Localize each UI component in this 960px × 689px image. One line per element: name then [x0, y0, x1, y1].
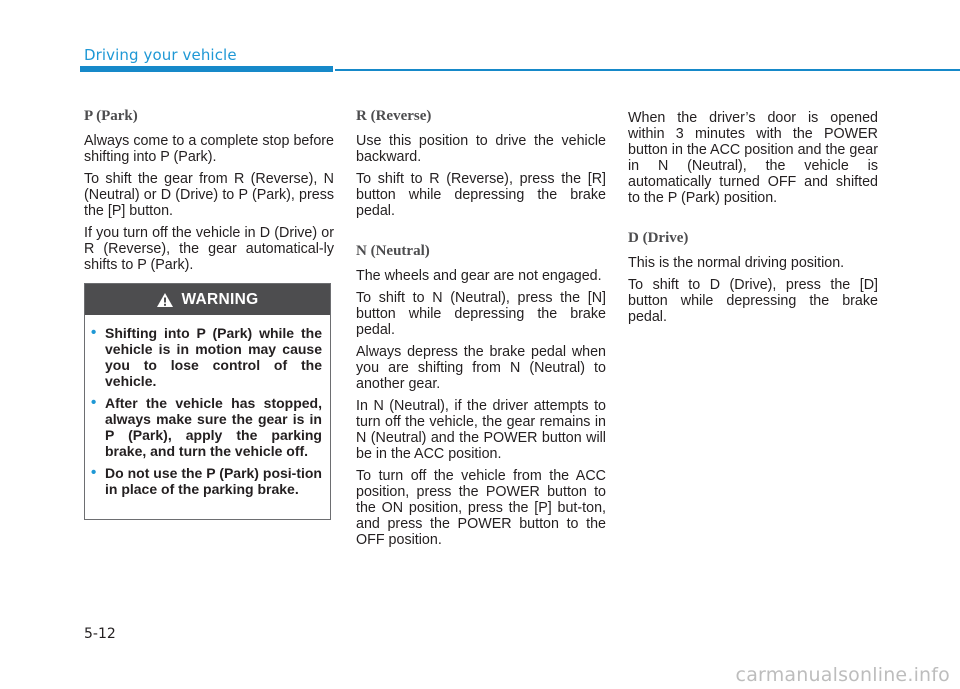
bullet-icon: •: [91, 324, 97, 341]
drive-paragraph: To shift to D (Drive), press the [D] button while depressing the brake pedal.: [628, 277, 878, 325]
reverse-paragraph: To shift to R (Reverse), press the [R] button while depressing the brake pedal.: [356, 171, 606, 219]
park-paragraph: Always come to a complete stop before shifting into P (Park).: [84, 133, 334, 165]
park-paragraph: If you turn off the vehicle in D (Drive) or R (Reverse), the gear automatical-ly shifts to P (Park).: [84, 225, 334, 273]
drive-heading: D (Drive): [628, 230, 689, 246]
page-number: 5-12: [84, 626, 116, 642]
warning-item-text: Shifting into P (Park) while the vehicle is in motion may cause you to lose control of the vehicle.: [105, 325, 322, 389]
neutral-paragraph: Always depress the brake pedal when you are shifting from N (Neutral) to another gear.: [356, 344, 606, 392]
warning-item-text: After the vehicle has stopped, always make sure the gear is in P (Park), apply the parking brake, and turn the vehicle off.: [105, 395, 322, 459]
neutral-heading: N (Neutral): [356, 243, 430, 259]
column-3: [628, 110, 878, 331]
column-2: [356, 108, 606, 554]
drive-paragraph: This is the normal driving position.: [628, 255, 845, 271]
header-rule-thin: [335, 69, 960, 71]
neutral-paragraph: The wheels and gear are not engaged.: [356, 268, 602, 284]
warning-triangle-icon: [156, 292, 174, 308]
neutral-paragraph: In N (Neutral), if the driver attempts to turn off the vehicle, the gear remains in N (Neutral) and the POWER button will be in the ACC position.: [356, 398, 606, 462]
reverse-paragraph: Use this position to drive the vehicle backward.: [356, 133, 606, 165]
neutral-paragraph: To shift to N (Neutral), press the [N] button while depressing the brake pedal.: [356, 290, 606, 338]
park-heading: P (Park): [84, 108, 138, 124]
neutral-paragraph: To turn off the vehicle from the ACC position, press the POWER button to the ON position, press the [P] but-ton, and press the POWER button to the OFF position.: [356, 468, 606, 548]
warning-box: [84, 283, 331, 520]
section-header-title: Driving your vehicle: [84, 46, 237, 64]
warning-list: [85, 325, 330, 497]
bullet-icon: •: [91, 464, 97, 481]
watermark: carmanualsonline.info: [735, 664, 950, 686]
reverse-heading: R (Reverse): [356, 108, 432, 124]
warning-item-text: Do not use the P (Park) posi-tion in place of the parking brake.: [105, 465, 322, 497]
neutral-continued-paragraph: When the driver’s door is opened within 3 minutes with the POWER button in the ACC position and the gear in N (Neutral), the vehicle is automatically turned OFF and shifted to the P (Park) position.: [628, 110, 878, 206]
warning-item: [91, 395, 322, 459]
warning-item: [91, 325, 322, 389]
header-rule-thick: [80, 66, 333, 72]
bullet-icon: •: [91, 394, 97, 411]
warning-item: [91, 465, 322, 497]
column-1: [84, 108, 334, 279]
warning-header: [85, 284, 330, 315]
park-paragraph: To shift the gear from R (Reverse), N (Neutral) or D (Drive) to P (Park), press the [P] button.: [84, 171, 334, 219]
warning-title: WARNING: [181, 290, 259, 308]
